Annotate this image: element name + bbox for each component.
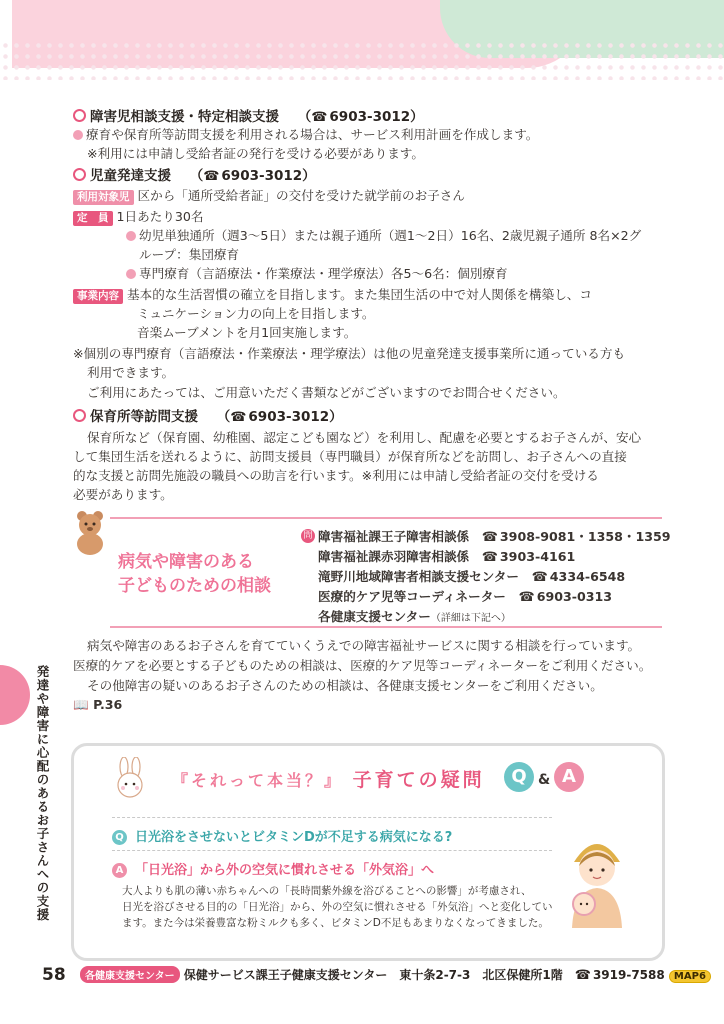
divider-top	[110, 517, 662, 519]
phone-icon: ☎	[311, 110, 328, 125]
ampersand: &	[538, 772, 551, 788]
contact-item: 医療的ケア児等コーディネーター ☎ 6903-0313	[318, 589, 613, 605]
phone-icon: ☎	[574, 968, 591, 983]
ring-bullet-icon	[73, 409, 86, 422]
text-line: 医療的ケアを必要とする子どものための相談は、医療的ケア児等コーディネーターをご利用ください。	[73, 658, 652, 673]
text-line: ループ：集団療育	[139, 247, 240, 262]
ring-bullet-icon	[73, 168, 86, 181]
text-line: して集団生活を送れるように、訪問支援員（専門職員）が保育所などを訪問し、お子さんへの直接	[73, 449, 627, 464]
text-line: その他障害の疑いのあるお子さんのための相談は、各健康支援センターをご利用ください。	[87, 678, 603, 693]
q-small-icon: Q	[112, 830, 127, 845]
contact-item: 障害福祉課王子障害相談係 ☎ 3908-9081・1358・1359	[318, 529, 671, 545]
contact-list	[318, 527, 671, 628]
phone-icon: ☎	[481, 530, 498, 545]
text-line: 利用できます。	[87, 365, 175, 380]
qa-title: 『それって本当？』 子育ての疑問	[172, 769, 485, 791]
page-number: 58	[42, 965, 66, 985]
text-line: 的な支援と訪問先施設の職員への助言を行います。※利用には申請し受給者証の交付を受ける	[73, 468, 599, 483]
footer-info: 各健康支援センター 保健サービス課王子健康支援センター 東十条2-7-3 北区保健所1階 ☎ 3919-7588 MAP6	[80, 966, 711, 983]
text-line: 療育や保育所等訪問支援を利用される場合は、サービス利用計画を作成します。	[73, 125, 538, 144]
side-tab	[0, 665, 30, 725]
section-heading-nursery-visit: 保育所等訪問支援 （☎ 6903-3012）	[73, 405, 343, 425]
content-row: 事業内容 基本的な生活習慣の確立を目指します。また集団生活の中で対人関係を構築し、コ	[73, 285, 592, 304]
capacity-row: 定 員 1日あたり30名	[73, 207, 204, 226]
content-tag: 事業内容	[73, 289, 123, 304]
text-line: 専門療育（言語療法・作業療法・理学療法）各5〜6名：個別療育	[126, 264, 508, 283]
dot-bullet-icon	[126, 231, 136, 241]
text-line: 幼児単独通所（週3〜5日）または親子通所（週1〜2日）16名、2歳児親子通所 8名×2グ	[126, 226, 641, 245]
dashed-divider	[112, 850, 552, 851]
contact-item: 滝野川地域障害者相談支援センター ☎ 4334-6548	[318, 569, 626, 585]
contact-item: 各健康支援センター（詳細は下記へ）	[318, 609, 511, 624]
a-circle-icon: A	[554, 762, 584, 792]
target-row: 利用対象児 区から「通所受給者証」の交付を受けた就学前のお子さん	[73, 186, 465, 205]
text-line: ※個別の専門療育（言語療法・作業療法・理学療法）は他の児童発達支援事業所に通っている方も	[73, 346, 626, 361]
text-line: 音楽ムーブメントを月1回実施します。	[137, 325, 357, 340]
target-tag: 利用対象児	[73, 190, 134, 205]
dashed-divider	[112, 817, 552, 818]
side-tab-label: 発達や障害に心配のあるお子さんへの支援	[35, 665, 50, 922]
text-line: ミュニケーション力の向上を目指します。	[137, 306, 375, 321]
text-line: 病気や障害のあるお子さんを育てていくうえでの障害福祉サービスに関する相談を行っています。	[87, 638, 641, 653]
inquiry-mark-icon: 問	[301, 529, 315, 543]
phone-icon: ☎	[531, 570, 548, 585]
map-badge[interactable]: MAP6	[669, 970, 711, 983]
capacity-tag: 定 員	[73, 211, 113, 226]
header-dot-pattern	[0, 40, 724, 80]
ring-bullet-icon	[73, 109, 86, 122]
contact-item: 障害福祉課赤羽障害相談係 ☎ 3903-4161	[318, 549, 576, 565]
bear-illustration	[70, 508, 110, 556]
text-line: ※利用には申請し受給者証の発行を受ける必要があります。	[87, 146, 424, 161]
text-line: 保育所など（保育園、幼稚園、認定こども園など）を利用し、配慮を必要とするお子さんが、安心	[87, 430, 642, 445]
phone-icon: ☎	[518, 590, 535, 605]
phone-icon: ☎	[230, 410, 247, 425]
consult-title: 病気や障害のある 子どものための相談	[118, 552, 271, 596]
mother-baby-illustration	[562, 828, 632, 928]
section-heading-consult-support: 障害児相談支援・特定相談支援 （☎ 6903-3012）	[73, 105, 424, 125]
dot-bullet-icon	[126, 269, 136, 279]
section-heading-child-development: 児童発達支援 （☎ 6903-3012）	[73, 164, 316, 184]
qa-question: Q 日光浴をさせないとビタミンDが不足する病気になる?	[112, 826, 452, 845]
text-line: ご利用にあたっては、ご用意いただく書類などがございますのでお問合せください。	[87, 385, 566, 400]
q-circle-icon: Q	[504, 762, 534, 792]
text-line: 必要があります。	[73, 487, 173, 502]
page-reference-link[interactable]: 📖 P.36	[73, 697, 123, 712]
dot-bullet-icon	[73, 130, 83, 140]
footer-tag: 各健康支援センター	[80, 966, 180, 983]
phone-icon: ☎	[203, 169, 220, 184]
qa-answer: A 「日光浴」から外の空気に慣れさせる「外気浴」へ	[112, 859, 434, 878]
phone-icon: ☎	[481, 550, 498, 565]
a-small-icon: A	[112, 863, 127, 878]
rabbit-illustration	[110, 757, 150, 801]
qa-body-text: 大人よりも肌の薄い赤ちゃんへの「長時間紫外線を浴びることへの影響」が考慮され、 日光を浴びさせる目的の「日光浴」から、外の空気に慣れさせる「外気浴」へと変化してい ます。また今は栄養豊富な粉ミルクも多く、ビタミンD不足もあまりなくなってきました。	[122, 885, 553, 929]
book-icon: 📖	[73, 697, 89, 712]
